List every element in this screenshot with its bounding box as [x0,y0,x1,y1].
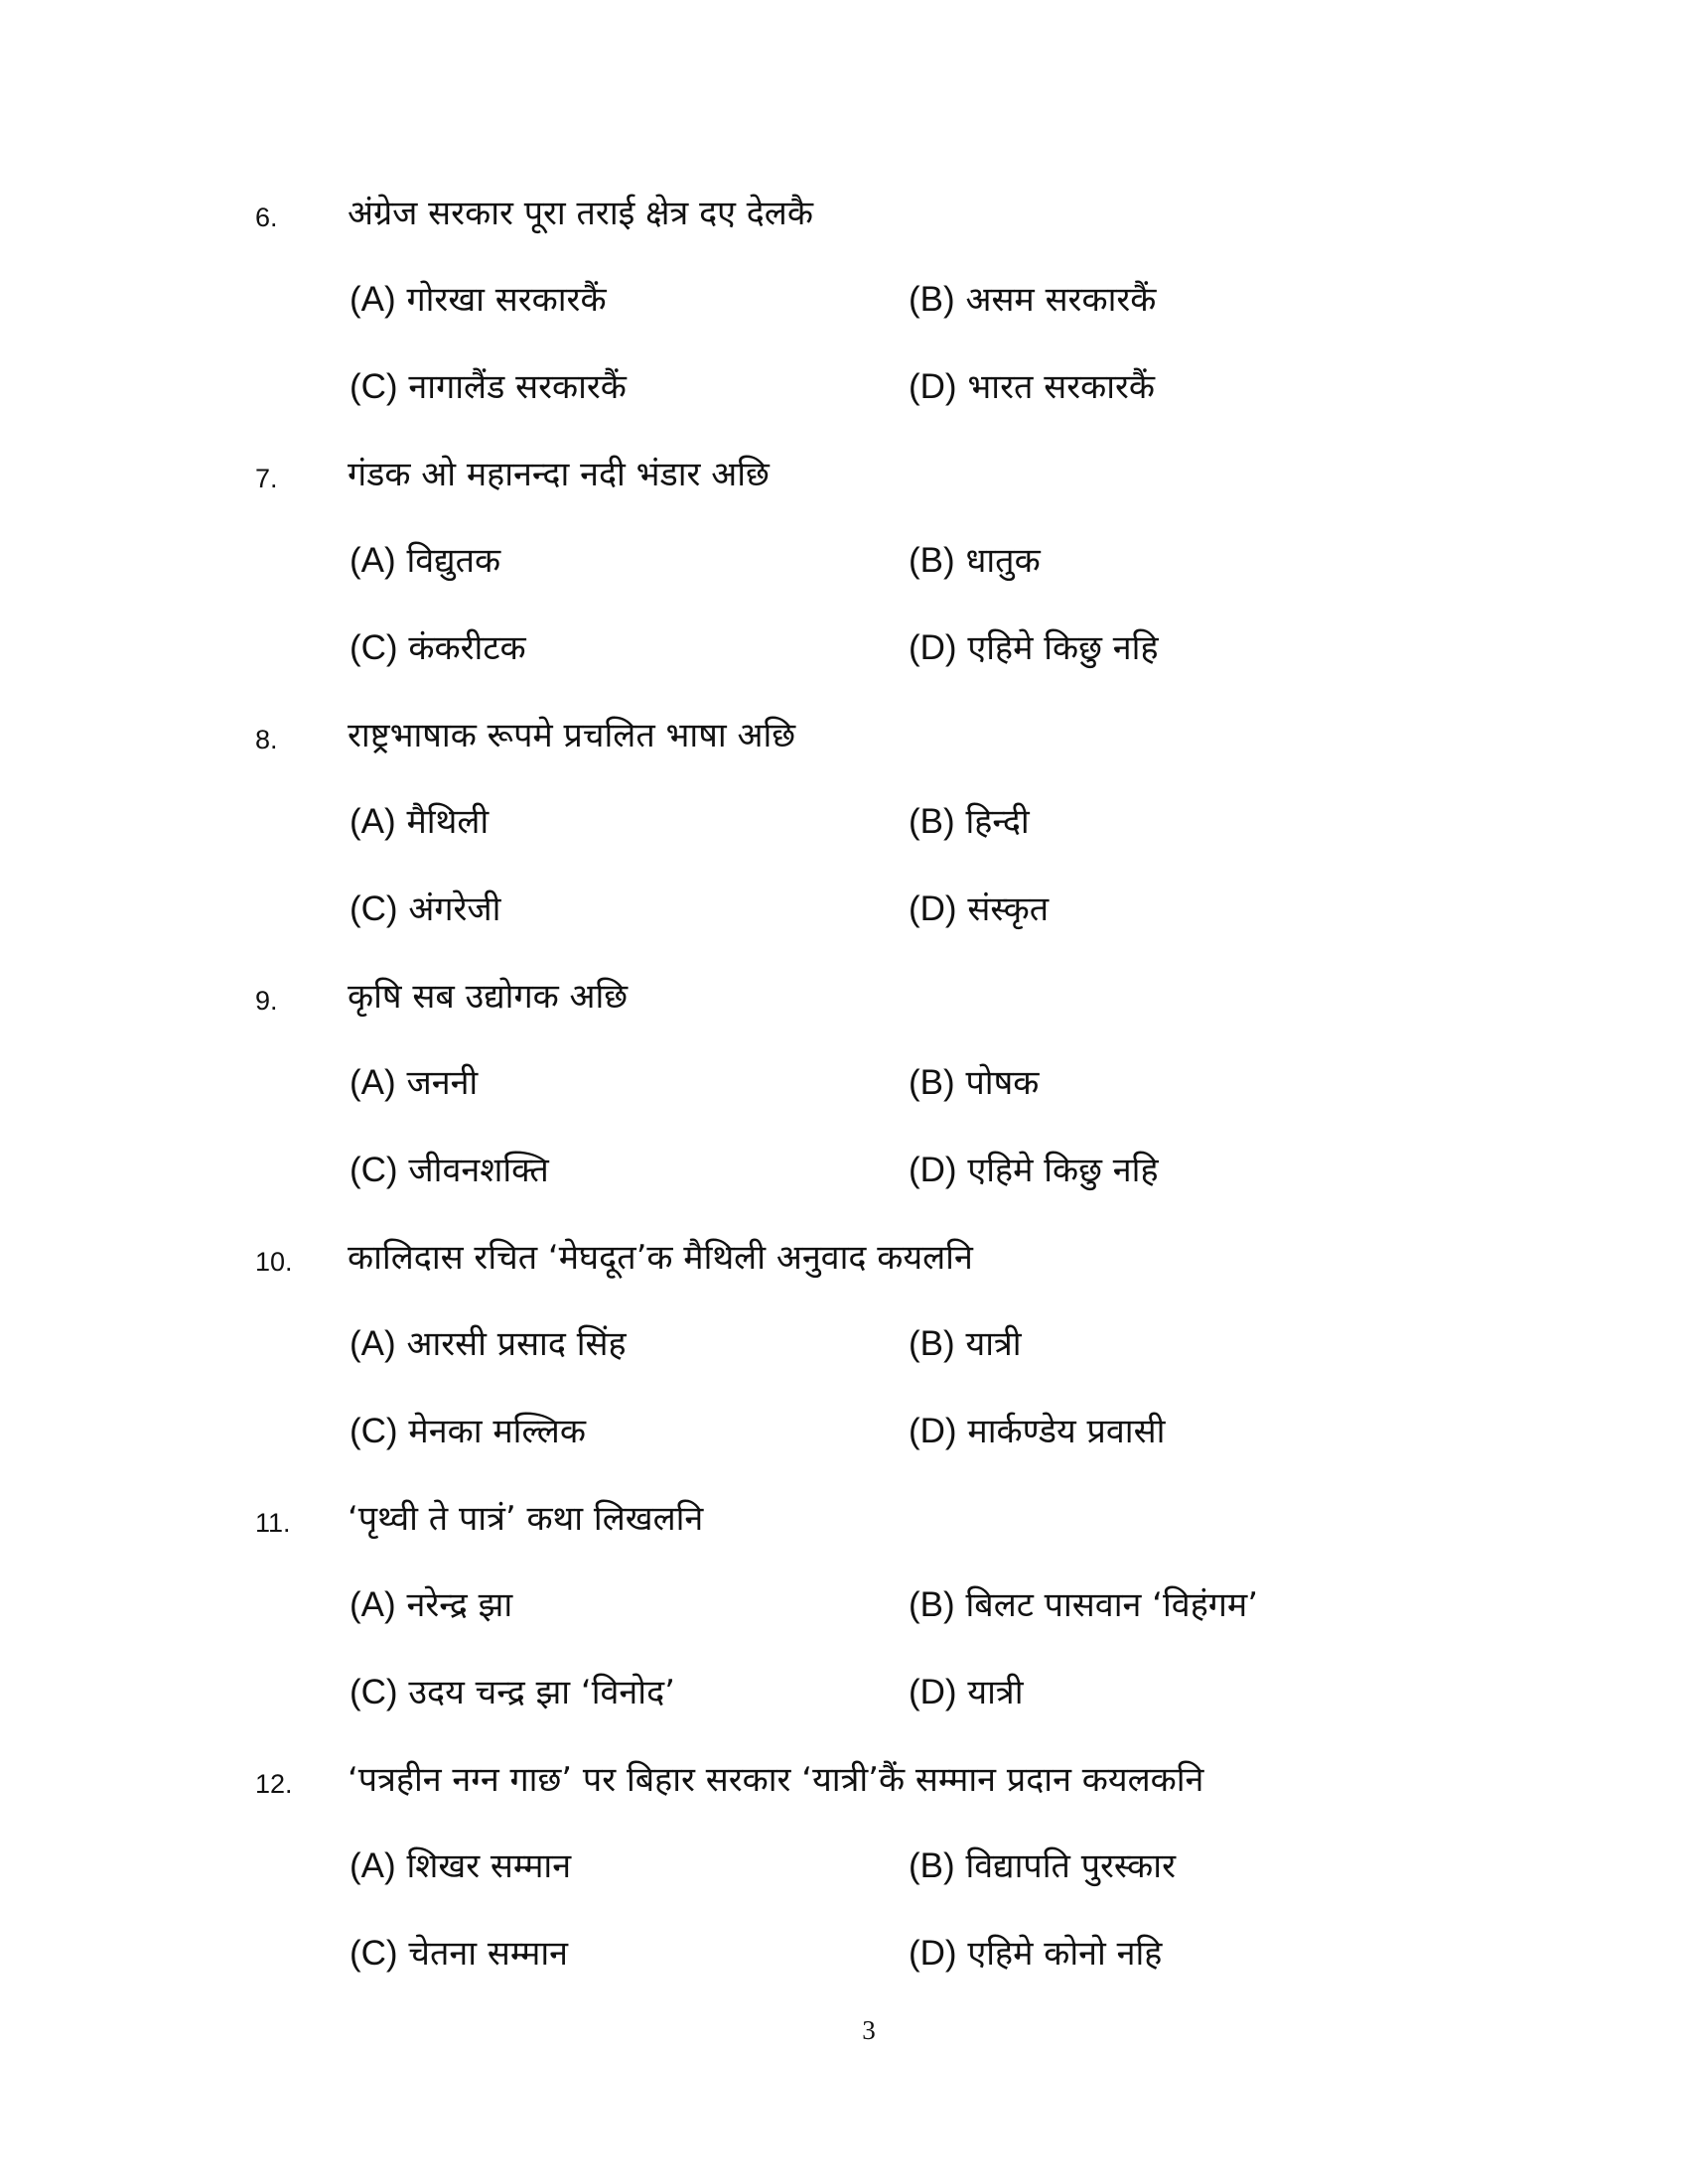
option-label: (B) [909,1063,955,1102]
option-text: यात्री [965,1324,1022,1364]
option-d [909,1668,1024,1713]
option-label: (C) [350,367,398,406]
option-a [350,797,489,843]
option-b [909,797,1030,843]
option-label: (C) [350,1934,398,1973]
option-d [909,1407,1165,1452]
question-text: अंग्रेज सरकार पूरा तराई क्षेत्र दए देलकै [348,194,813,233]
option-label: (C) [350,889,398,928]
question-number: 10. [255,1247,293,1277]
question-text: राष्ट्रभाषाक रूपमे प्रचलित भाषा अछि [348,716,796,755]
option-text: चेतना सम्मान [408,1934,569,1974]
option-text: पोषक [965,1063,1040,1103]
option-label: (C) [350,1673,398,1711]
option-text: शिखर सम्मान [406,1846,572,1886]
option-d [909,1929,1162,1975]
option-b [909,275,1156,321]
option-label: (D) [909,1412,957,1450]
option-a [350,1580,512,1626]
option-label: (A) [350,280,396,319]
option-text: गोरखा सरकारकैं [406,280,607,320]
option-b [909,1842,1176,1887]
option-text: एहिमे किछु नहि [967,628,1159,668]
question-text: कृषि सब उद्योगक अछि [348,977,629,1017]
option-label: (B) [909,1585,955,1624]
option-label: (B) [909,1846,955,1885]
option-text: उदय चन्द्र झा ‘विनोद’ [408,1673,675,1712]
option-text: आरसी प्रसाद सिंह [406,1324,627,1364]
option-a [350,1058,478,1104]
option-c [350,1668,675,1713]
option-text: एहिमे किछु नहि [967,1151,1159,1190]
option-text: मैथिली [406,802,490,842]
option-a [350,275,607,321]
option-c [350,1146,549,1191]
question-text: कालिदास रचित ‘मेघदूत’क मैथिली अनुवाद कयलनि [348,1238,973,1278]
option-d [909,623,1159,669]
option-text: धातुक [965,541,1041,581]
option-label: (A) [350,541,396,580]
option-c [350,1407,586,1452]
option-label: (A) [350,1063,396,1102]
option-text: जीवनशक्ति [408,1151,549,1190]
option-text: भारत सरकारकैं [967,367,1156,407]
option-d [909,362,1155,408]
option-label: (D) [909,1151,957,1189]
question-number: 8. [255,725,278,754]
option-c [350,623,526,669]
option-d [909,1146,1159,1191]
option-c [350,1929,568,1975]
option-text: हिन्दी [965,802,1030,842]
option-a [350,1319,627,1365]
question-number: 7. [255,464,278,493]
option-text: यात्री [967,1673,1024,1712]
option-text: बिलट पासवान ‘विहंगम’ [965,1585,1259,1625]
option-text: असम सरकारकैं [965,280,1157,320]
option-label: (D) [909,628,957,667]
option-label: (D) [909,1673,957,1711]
option-c [350,885,500,930]
option-text: नरेन्द्र झा [406,1585,513,1625]
option-text: एहिमे कोनो नहि [967,1934,1163,1974]
option-text: अंगरेजी [408,889,501,929]
question-text: गंडक ओ महानन्दा नदी भंडार अछि [348,455,770,494]
option-label: (C) [350,628,398,667]
option-text: जननी [406,1063,479,1103]
option-label: (B) [909,280,955,319]
option-b [909,536,1041,582]
option-label: (B) [909,1324,955,1363]
option-label: (A) [350,1324,396,1363]
question-text: ‘पृथ्वी ते पात्रं’ कथा लिखलनि [348,1499,704,1539]
question-text: ‘पत्रहीन नग्न गाछ’ पर बिहार सरकार ‘यात्री’कैं सम्मान प्रदान कयलकनि [348,1760,1204,1800]
option-c [350,362,627,408]
page-number: 3 [862,2015,876,2045]
option-label: (A) [350,1846,396,1885]
option-label: (C) [350,1151,398,1189]
option-label: (B) [909,541,955,580]
question-number: 11. [255,1508,291,1538]
option-a [350,1842,571,1887]
option-label: (D) [909,1934,957,1973]
question-number: 12. [255,1769,293,1799]
option-a [350,536,500,582]
option-label: (A) [350,802,396,841]
option-text: विद्यापति पुरस्कार [965,1846,1176,1886]
question-number: 9. [255,986,278,1016]
option-text: विद्युतक [406,541,501,581]
option-label: (D) [909,889,957,928]
question-number: 6. [255,203,278,232]
option-d [909,885,1049,930]
option-text: मार्कण्डेय प्रवासी [967,1412,1166,1451]
option-text: कंकरीटक [408,628,526,668]
option-text: मेनका मल्लिक [408,1412,586,1451]
option-b [909,1058,1039,1104]
option-label: (A) [350,1585,396,1624]
option-text: संस्कृत [967,889,1050,929]
option-label: (D) [909,367,957,406]
option-label: (B) [909,802,955,841]
option-label: (C) [350,1412,398,1450]
option-b [909,1319,1022,1365]
option-text: नागालैंड सरकारकैं [408,367,627,407]
option-b [909,1580,1258,1626]
